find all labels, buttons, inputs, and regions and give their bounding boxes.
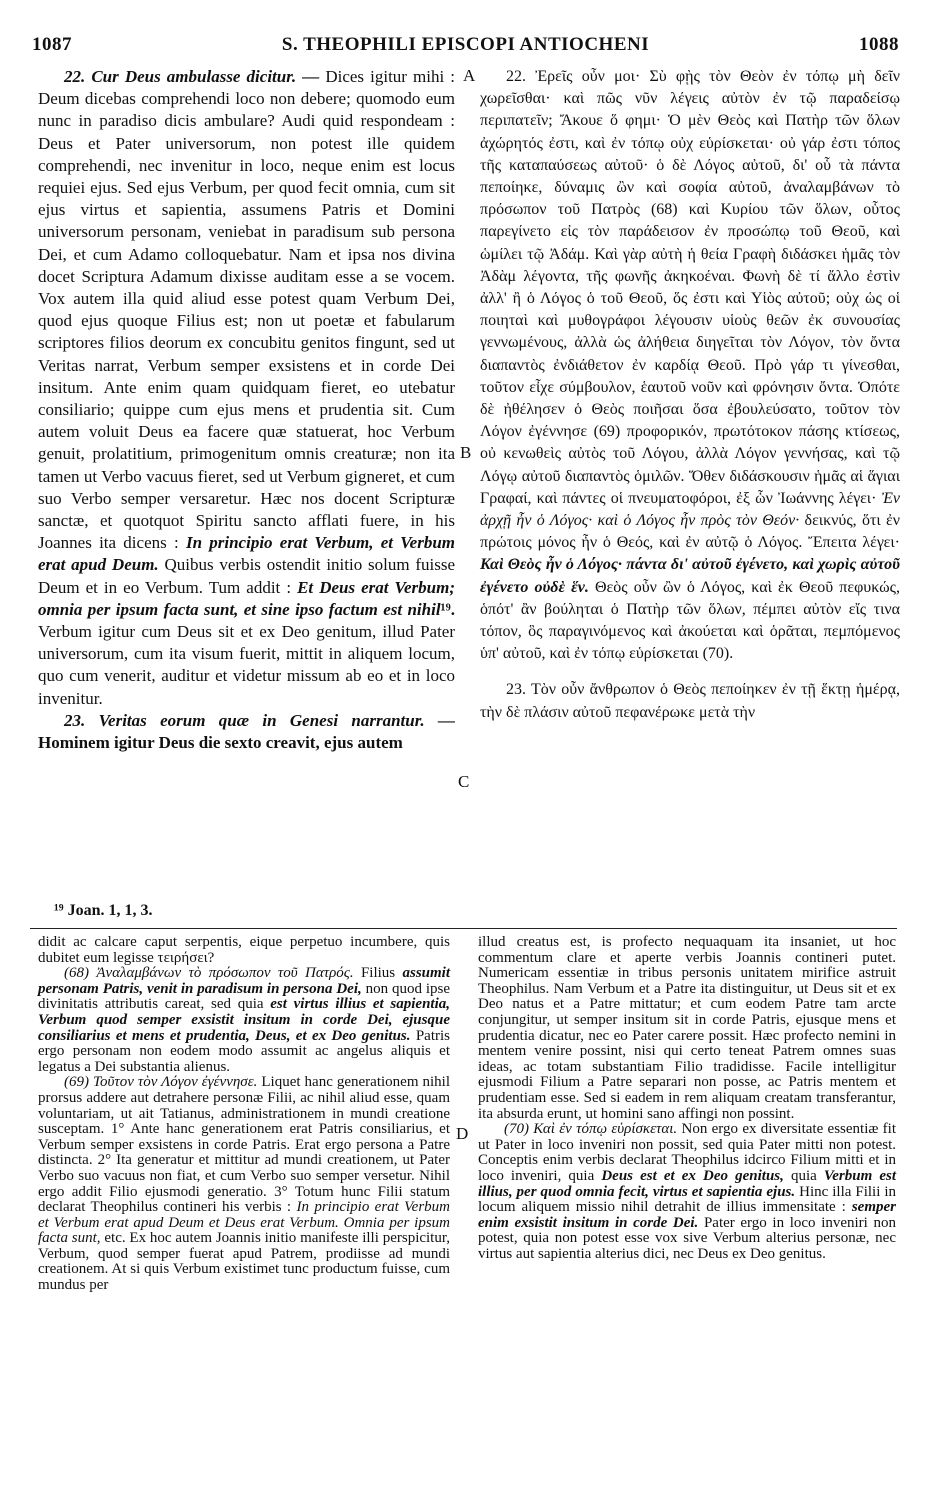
body-text: 22. Ἐρεῖς οὖν μοι· Σὺ φῂς τὸν Θεὸν ἐν τόπῳ μὴ δεῖν χωρεῖσθαι· καὶ πῶς νῦν λέγεις αὐτὸν ἐν τῷ παραδείσῳ περιπατεῖν; Ἄκουε ὅ φημι· Ὁ μὲν Θεὸς καὶ Πατὴρ τῶν ὅλων ἀχώρητός ἐστι, καὶ ἐν τόπῳ οὐχ εὑρίσκεται· οὐ γάρ ἐστι τόπος τῆς καταπαύσεως αὐτοῦ· ὁ δὲ Λόγος αὐτοῦ, δι' οὗ τὰ πάντα πεποίηκε, δύναμις ὢν καὶ σοφία αὐτοῦ, ἀναλαμβάνων τὸ πρόσωπον τοῦ Πατρὸς (68) καὶ Κυρίου τῶν ὅλων, οὗτος παρεγίνετο εἰς τὸν παράδεισον ἐν προσώπῳ τοῦ Θεοῦ, καὶ ὡμίλει τῷ Ἀδάμ. Καὶ γὰρ αὐτὴ ἡ θεία Γραφὴ διδάσκει ἡμᾶς τὸν Ἀδὰμ λέγοντα, τῆς φωνῆς ἀκηκοέναι. Φωνὴ δὲ τί ἄλλο ἐστὶν ἀλλ' ἢ ὁ Λόγος ὁ τοῦ Θεοῦ, ὅς ἐστι καὶ Υἱὸς αὐτοῦ; οὐχ ὡς οἱ ποιηταὶ καὶ μυθογράφοι λέγουσιν υἱοὺς θεῶν ἐκ συνουσίας γεννωμένους, ἀλλὰ ὡς ἀλήθεια διηγεῖται τὸν Λόγον, τὸν ὄντα διαπαντὸς ἐνδιάθετον ἐν καρδίᾳ Θεοῦ. Πρὸ γάρ τι γίνεσθαι, τοῦτον εἶχε σύμβουλον, ἑαυτοῦ νοῦν καὶ φρόνησιν ὄντα. Ὁπότε δὲ ἠθέλησεν ὁ Θεὸς ποιῆσαι ὅσα ἐβουλεύσατο, τοῦτον τὸν Λόγον ἐγέννησε (69) προφορικόν, πρωτότοκον πάσης κτίσεως, οὐ κενωθεὶς αὐτὸς τοῦ Λόγου, ἀλλὰ Λόγον γεννήσας, καὶ τῷ Λόγῳ αὐτοῦ διαπαντὸς ὁμιλῶν. Ὅθεν διδάσκουσιν ἡμᾶς αἱ ἅγιαι Γραφαί, καὶ πάντες οἱ πνευματοφόροι, ἐξ ὧν Ἰωάννης λέγει· (480, 68, 900, 507)
section-marker-b: B (460, 443, 472, 462)
note-emphasis: Verbum est illius, per quod omnia fecit, virtus et sapientia ejus. (478, 1167, 897, 1200)
greek-paragraph-23: 23. Τὸν οὖν ἄνθρωπον ὁ Θεὸς πεποίηκεν ἐν τῇ ἕκτῃ ἡμέρᾳ, τὴν δὲ πλάσιν αὐτοῦ πεφανέρωκε μετὰ τὴν (480, 681, 900, 721)
body-text: Quibus verbis ostendit initio solum fuisse Deum et in eo Verbum. Tum addit : (38, 555, 456, 597)
note-text: Liquet hanc generationem nihil prorsus addere aut detrahere personæ Filii, ac nihil aliud esse, quam voluntariam, ut ait Tatianus, administrationem in mundi creatione susceptam. 1° Ante hanc generationem erat Patris consiliarius, et Verbum semper exsistens in corde Patris. Erat ergo persona a Patre distincta. 2° Ita generatur et mittitur ad mundi creationem, ut Pater Verbo suo vacuus non fiat, et cum Verbo suo semper versetur. Nihil ergo addit Filio ejusmodi generatio. 3° Totum hunc Filii statum declarat Theophilus contineri his verbis : (38, 1074, 451, 1216)
scripture-quote: Καὶ Θεὸς ἦν ὁ Λόγος· πάντα δι' αὐτοῦ ἐγένετο, καὶ χωρὶς αὐτοῦ ἐγένετο οὐδὲ ἕν. (480, 556, 900, 596)
note-70 (478, 1122, 896, 1262)
body-text: δεικνύς, ὅτι ἐν πρώτοις μόνος ἦν ὁ Θεός, καὶ ἐν αὐτῷ ὁ Λόγος. Ἔπειτα λέγει· (480, 512, 900, 552)
greek-paragraph-22 (480, 66, 900, 665)
section-heading-23: 23. Veritas eorum quæ in Genesi narrantur. — (64, 710, 455, 730)
body-text: Dices igitur mihi : Deum dicebas comprehendi loco non debere; quomodo eum nunc in paradiso dicis ambulare? Audi quid respondeam : Deus et Pater universorum, non potest ille quidem comprehendi, nec invenitur in loco, neque enim est locus requiei ejus. Sed ejus Verbum, per quod fecit omnia, cum sit ejus virtus et sapientia, assumens Patris et Domini universorum personam, veniebat in paradisum sub persona Dei, et cum Adamo colloquebatur. Nam et ipsa nos divina docet Scriptura Adamum dixisse auditam esse a se vocem. Vox autem illa quid aliud esse potest quam Verbum Dei, quod ejus quoque Filius est; non ut poetæ et fabularum scriptores filios deorum ex concubitu genitos fingunt, sed ut Veritas narrat, Verbum semper exsistens et in corde Dei insitum. Ante enim quam quidquam fieret, eo utebatur consiliario; quippe cum ejus mens et prudentia sit. Cum autem voluit Deus ea facere quæ statuerat, hoc Verbum genuit, prolatitium, primogenitum omnis creaturæ; non ita tamen ut Verbo vacuus fieret, sed ut Verbum gigneret, et cum suo Verbo semper versaretur. Hæc nos docent Scripturæ sanctæ, et quotquot Spiritu sancto afflati fuere, in his Joannes ita dicens : (38, 67, 456, 553)
left-page-number: 1087 (32, 34, 72, 55)
greek-text-column (480, 66, 900, 724)
note-emphasis: est virtus illius et sapientia, Verbum quod semper exsistit insitum in corde Dei, ejusque consiliarius et mens et prudentia, Deus, et ex Deo genitus. (38, 996, 451, 1044)
running-header (32, 34, 899, 64)
scripture-quote: Et Deus erat Verbum; omnia per ipsum facta sunt, et sine ipso factum est nihil (38, 577, 456, 619)
note-continuation: didit ac calcare caput serpentis, eique perpetuo incumbere, quis dubitet eum legisse τειρήσει? (38, 934, 450, 966)
scripture-quote: In principio erat Verbum, et Verbum erat apud Deum. (38, 533, 456, 575)
header-title: S. THEOPHILI EPISCOPI ANTIOCHENI (281, 34, 650, 55)
note-text: Patris ergo personam non eodem modo assumit ac angelus aliquis et legatus a Dei substantia alienus. (38, 1027, 450, 1075)
footnote-divider (30, 928, 897, 929)
note-69 (38, 1075, 450, 1293)
footnote: ¹⁹ Joan. 1, 1, 3. (54, 902, 153, 919)
note-68 (38, 966, 450, 1075)
note-text: Pater ergo in loco inveniri non potest, quia non potest esse vox sive Verbum alterius personæ, nec virtus aut sapientia alterius dici, nec Deus ex Deo genitus. (478, 1214, 896, 1262)
note-heading-69: (69) Τοῦτον τὸν Λόγον ἐγέννησε. (64, 1074, 258, 1091)
section-marker-a: A (463, 66, 476, 85)
note-heading-68: (68) Ἀναλαμβάνων τὸ πρόσωπον τοῦ Πατρός. (64, 965, 354, 982)
notes-column-right (478, 935, 896, 1262)
latin-paragraph-22 (38, 66, 455, 710)
note-text: Hinc illa Filii in locum aliquem missio nihil detrahit de illius immensitate : (478, 1183, 896, 1216)
note-heading-70: (70) Καὶ ἐν τόπῳ εὑρίσκεται. (504, 1121, 678, 1138)
section-heading-22: 22. Cur Deus ambulasse dicitur. — (64, 67, 320, 86)
note-emphasis: In principio erat Verbum et Verbum erat apud Deum et Deus erat Verbum. Omnia per ipsum facta sunt, (38, 1199, 451, 1247)
note-text: quia (790, 1167, 817, 1184)
latin-translation-column (38, 66, 455, 754)
note-emphasis: semper enim exsistit insitum in corde Dei. (478, 1199, 897, 1231)
note-emphasis: Deus est et ex Deo genitus, (601, 1167, 784, 1184)
right-page-number: 1088 (859, 34, 899, 55)
note-continuation: illud creatus est, is profecto nequaquam ita insaniet, ut hoc commentum clare et aperte verbis Joannis contineri putet. Numericam essentiæ in tribus personis unitatem mirifice astruit Theophilus. Nam Verbum et a Patre ita distinguitur, ut Deus sit et ex Deo natus et a Patre mittatur; et cum eodem Patre tam arcte conjungitur, ut semper insitum sit in corde Patris, ejusque mens et prudentia dicatur, nec eo Pater carere possit. Hæc profecto nemini in mentem venire possint, nisi qui certo teneat Patrem omnes suas ideas, ac totam substantiam Filio tradidisse. Facile intelligitur ejusmodi Filium a Patre separari non posse, ac Patris mentem et prudentiam esse. Sed si eadem in rem aliquam creatam transferantur, ita absurda erunt, ut homini sano affingi non possint. (478, 934, 896, 1122)
note-text: Non ergo ex diversitate essentiæ fit ut Pater in loco inveniri non possit, sed quia Pater mitti non potest. Conceptis enim verbis declarat Theophilus idcirco Filium mitti et in loco inveniri, quia (478, 1121, 897, 1184)
footnote-reference: ¹⁹. (440, 599, 455, 619)
section-marker-c: C (458, 772, 470, 791)
section-marker-d: D (456, 1124, 469, 1143)
scripture-quote: Ἐν ἀρχῇ ἦν ὁ Λόγος· καὶ ὁ Λόγος ἦν πρὸς τὸν Θεόν· (480, 489, 900, 530)
latin-paragraph-23 (38, 710, 455, 754)
notes-column-left (38, 935, 450, 1294)
note-text: etc. Ex hoc autem Joannis initio manifeste illi perspicitur, Verbum, quod semper fuerat apud Patrem, prodiisse ad mundi creationem. At si quis Verbum existimet tunc productum fuisse, cum mundus per (38, 1230, 450, 1294)
body-text: Hominem igitur Deus die sexto creavit, ejus autem (38, 733, 403, 753)
note-emphasis: assumit personam Patris, venit in paradisum in persona Dei, (38, 965, 451, 997)
body-text: Verbum igitur cum Deus sit et ex Deo genitum, illud Pater universorum, cum ita visum fuerit, mittit in aliquem locum, quo cum venerit, auditur et videtur missum ab eo et in loco invenitur. (38, 622, 455, 708)
note-text: non quod ipse divinitatis attributis careat, sed quia (38, 980, 451, 1013)
note-text: Filius (360, 965, 396, 982)
body-text: Θεὸς οὖν ὢν ὁ Λόγος, καὶ ἐκ Θεοῦ πεφυκώς, ὁπότ' ἂν βούληται ὁ Πατὴρ τῶν ὅλων, πέμπει αὐτὸν εἴς τινα τόπον, ὃς παραγινόμενος καὶ ἀκούεται καὶ ὁρᾶται, πεμπόμενος ὑπ' αὐτοῦ, καὶ ἐν τόπῳ εὑρίσκεται (70). (480, 578, 901, 663)
